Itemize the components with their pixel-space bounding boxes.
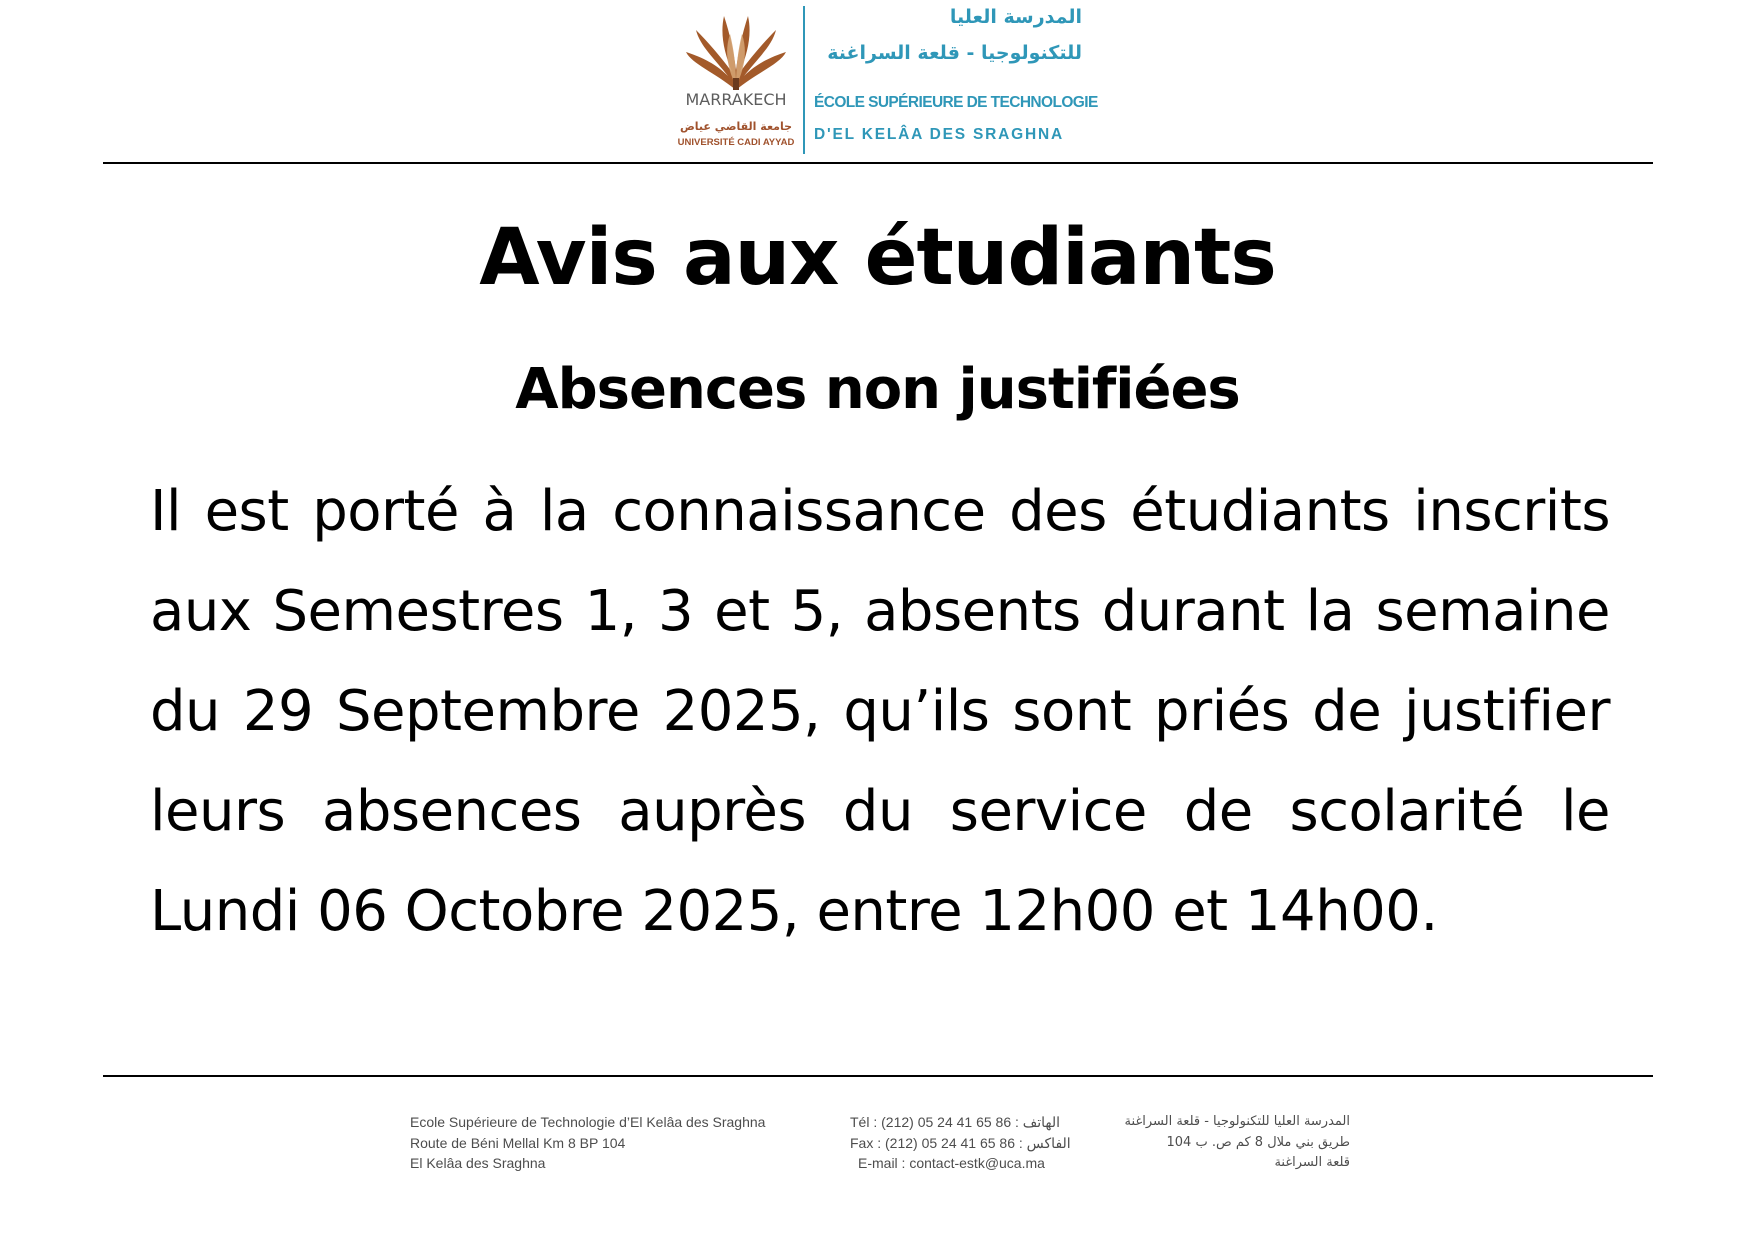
header-divider xyxy=(103,162,1653,164)
university-name-arabic: جامعة القاضي عياض xyxy=(679,120,793,133)
document-header xyxy=(0,0,1755,165)
footer-address-line: Route de Béni Mellal Km 8 BP 104 xyxy=(410,1134,626,1151)
logo-divider xyxy=(803,6,805,154)
school-name-french-line2: D'EL KELÂA DES SRAGHNA xyxy=(814,126,1064,143)
school-name-french-line1: ÉCOLE SUPÉRIEURE DE TECHNOLOGIE xyxy=(814,94,1098,111)
footer-address-arabic xyxy=(1110,1112,1350,1174)
footer-address-french xyxy=(410,1112,770,1174)
notice-subtitle: Absences non justifiées xyxy=(515,357,1240,422)
footer-address-arabic-line: المدرسة العليا للتكنولوجيا - قلعة السراغنة xyxy=(1124,1114,1350,1129)
footer-address-arabic-line: قلعة السراغنة xyxy=(1274,1155,1350,1170)
university-name-french: UNIVERSITÉ CADI AYYAD xyxy=(677,137,795,148)
school-name-block xyxy=(812,6,1098,156)
footer-contact xyxy=(850,1112,1100,1174)
footer-phone: Tél : (212) 05 24 41 65 86 : الهاتف xyxy=(850,1114,1061,1130)
palm-emblem-icon xyxy=(684,12,788,92)
notice-body: Il est porté à la connaissance des étudiants inscrits aux Semestres 1, 3 et 5, absents durant la semaine du 29 Septembre 2025, qu’ils sont priés de justifier leurs absences auprès du service de scolarité le Lundi 06 Octobre 2025, entre 12h00 et 14h00. xyxy=(150,479,1610,944)
school-name-arabic-line2: للتكنولوجيا - قلعة السراغنة xyxy=(827,42,1082,64)
footer-email: E-mail : contact-estk@uca.ma xyxy=(858,1155,1045,1171)
footer-address-line: El Kelâa des Sraghna xyxy=(410,1155,546,1171)
school-name-arabic-line1: المدرسة العليا xyxy=(949,6,1082,28)
university-city: MARRAKECH xyxy=(685,90,787,109)
footer-address-line: Ecole Supérieure de Technologie d’El Kelâa des Sraghna xyxy=(410,1114,766,1130)
footer-address-arabic-line: طريق بني ملال 8 كم ص. ب 104 xyxy=(1166,1134,1350,1150)
notice-title: Avis aux étudiants xyxy=(479,213,1276,303)
footer-divider xyxy=(103,1075,1653,1077)
university-logo xyxy=(676,10,796,156)
footer-fax: Fax : (212) 05 24 41 65 86 : الفاكس xyxy=(850,1134,1071,1151)
document-footer xyxy=(0,1100,1755,1200)
